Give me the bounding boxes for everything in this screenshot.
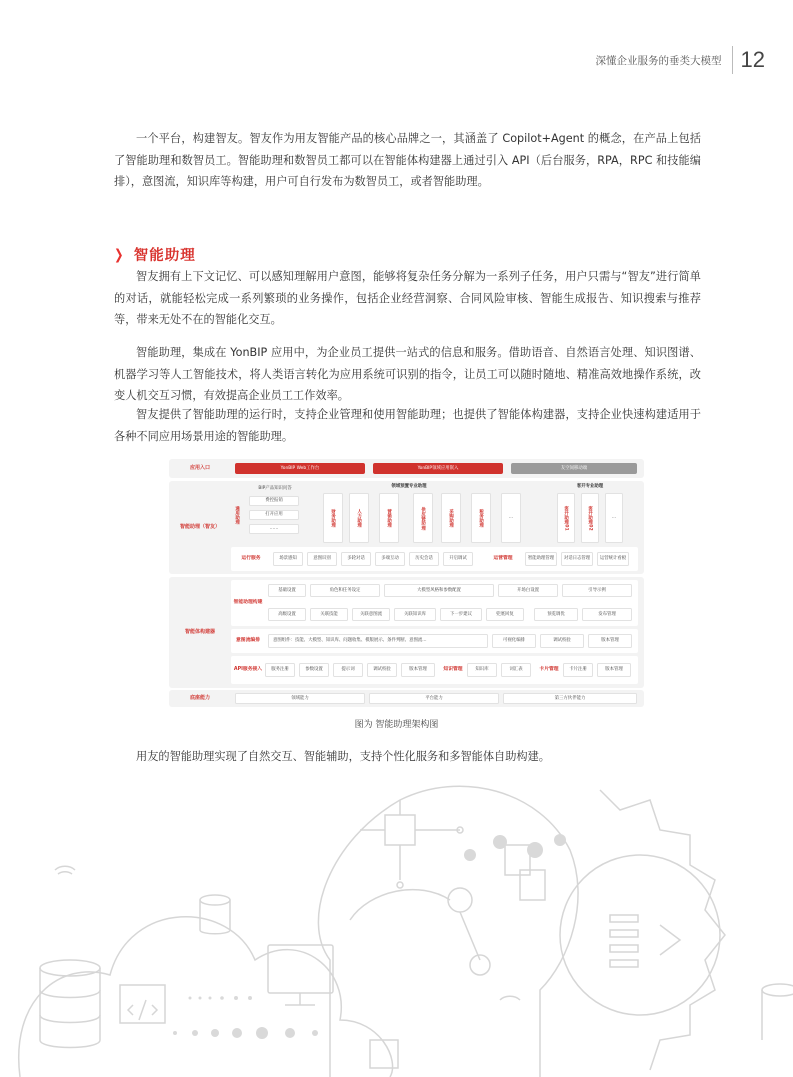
builder-label: 智能体构建器 (184, 628, 215, 635)
runtime-item-4: 多端互动 (375, 552, 405, 566)
build-row1-item-1: 基础设置 (268, 584, 306, 597)
entry-item-web: YonBIP Web工作台 (235, 463, 365, 474)
intent-visual: 可视化编排 (492, 634, 536, 648)
base-item-1: 领域能力 (235, 693, 365, 704)
entry-label: 应用入口 (189, 464, 210, 471)
runtime-label: 运行服务 (241, 556, 261, 562)
intent-debug: 调试校验 (540, 634, 584, 648)
domain-item-purchase: 采购助理 (441, 493, 461, 543)
assistant-label: 智能助理（智友） (179, 523, 220, 530)
domain-item-more: … (501, 493, 521, 543)
entry-item-mobile: 友空间移动端 (511, 463, 637, 474)
card-label: 卡片管理 (539, 667, 559, 673)
api-item-3: 提示词 (333, 663, 363, 677)
intro-paragraph: 一个平台，构建智友。智友作为用友智能产品的核心品牌之一，其涵盖了 Copilot+Agent 的概念，在产品上包括了智能助理和数智员工。智能助理和数智员工都可以在智能体构建器上通过引入 API（后台服务，RPA，RPC 和技能编排），意图流，知识库等构建，用户可自行发布为数智员工，或者智能助理。 (114, 132, 701, 188)
build-label: 智能助理构建 (233, 600, 263, 606)
general-item-4: …… (249, 524, 299, 534)
api-item-5: 版本管理 (401, 663, 435, 677)
runtime-item-3: 多轮对话 (341, 552, 371, 566)
kb-item-2: 词汇表 (501, 663, 531, 677)
base-item-3: 第三方伙伴能力 (503, 693, 637, 704)
build-row1-item-4: 开场白设置 (498, 584, 558, 597)
ops-item-1: 智能助理管理 (525, 552, 557, 566)
domain-item-hr: 人力助理 (349, 493, 369, 543)
tenant-header: 客开专业助理 (576, 483, 604, 489)
gear-inner-circle (560, 855, 720, 1015)
build-row2-item-8: 发布管理 (582, 608, 632, 621)
runtime-item-2: 意图识别 (307, 552, 337, 566)
bottom-chip-icon (370, 1040, 398, 1068)
section-heading (113, 244, 196, 265)
section-title: 智能助理 (133, 248, 196, 264)
tenant-item-more: … (605, 493, 623, 543)
base-label: 底座能力 (189, 694, 210, 701)
card-item-1: 卡片注册 (563, 663, 593, 677)
api-item-4: 调试校验 (367, 663, 397, 677)
header-title: 深懂企业服务的垂类大模型 (595, 54, 722, 67)
domain-item-supply: 供应链助理 (413, 493, 433, 543)
build-row2-item-7: 预览调优 (534, 608, 578, 621)
api-item-2: 参数设置 (299, 663, 329, 677)
wifi-icon (55, 866, 75, 874)
domain-item-tax: 税务助理 (471, 493, 491, 543)
tenant-item-01: 客开助理01 (557, 493, 575, 543)
general-assistant-label: 通用助理 (234, 505, 240, 525)
section-paragraph-3: 智友提供了智能助理的运行时，支持企业管理和使用智能助理；也提供了智能体构建器，支持企业快速构建适用于各种不同应用场景用途的智能助理。 (114, 408, 701, 443)
api-item-1: 服务注册 (265, 663, 295, 677)
general-item-2: 费控报销 (249, 496, 299, 506)
code-window-icon (120, 985, 165, 1023)
database-icon (40, 960, 100, 976)
build-row1-item-3: 大模型风格和参数配置 (384, 584, 494, 597)
build-row1-item-5: 引导示例 (562, 584, 632, 597)
build-row2-item-3: 关联意图流 (352, 608, 390, 621)
kb-item-1: 知识库 (467, 663, 497, 677)
header-divider (732, 46, 733, 74)
build-row1-item-2: 角色和任务设定 (310, 584, 380, 597)
general-item-1: BIP产品知识问答 (258, 485, 292, 491)
domain-item-finance: 财务助理 (323, 493, 343, 543)
build-row2-item-2: 关联技能 (310, 608, 348, 621)
intent-label: 意图流编排 (236, 638, 260, 644)
page-header (596, 46, 765, 74)
general-item-3: 打开应用 (249, 510, 299, 520)
kb-label: 知识管理 (443, 667, 463, 673)
build-row2-item-6: 兜底回复 (486, 608, 524, 621)
ops-item-3: 运营统计看板 (597, 552, 629, 566)
ops-item-2: 对话日志管理 (561, 552, 593, 566)
tenant-item-02: 客开助理02 (581, 493, 599, 543)
entry-item-domain: YonBIP领域应用嵌入 (373, 463, 503, 474)
api-label: API服务接入 (233, 667, 263, 673)
chevron-right-icon: ❯ (114, 246, 124, 263)
chip-icon (385, 815, 415, 845)
runtime-item-5: 历史会话 (409, 552, 439, 566)
monitor-icon (268, 945, 333, 993)
build-row2-item-5: 下一步建议 (440, 608, 482, 621)
figure-caption: 图为 智能助理架构图 (354, 720, 439, 730)
ai-robot-illustration (0, 770, 793, 1077)
page-number: 12 (740, 47, 765, 72)
ops-label: 运营管理 (493, 556, 513, 562)
section-paragraph-2: 智能助理，集成在 YonBIP 应用中，为企业员工提供一站式的信息和服务。借助语音、自然语言处理、知识图谱、机器学习等人工智能技术，将人类语言转化为应用系统可识别的指令，让员工可以随时随地、精准高效地操作系统，改变人机交互习惯，有效提高企业员工工作效率。 (114, 346, 701, 402)
build-row2-item-1: 高级设置 (268, 608, 306, 621)
domain-header: 领域预置专业助理 (391, 483, 427, 489)
base-item-2: 平台能力 (369, 693, 499, 704)
final-paragraph: 用友的智能助理实现了自然交互、智能辅助，支持个性化服务和多智能体自助构建。 (136, 750, 550, 763)
section-paragraph-1: 智友拥有上下文记忆、可以感知理解用户意图，能够将复杂任务分解为一系列子任务，用户只需与“智友”进行简单的对话，就能轻松完成一系列繁琐的业务操作，包括企业经营洞察、合同风险审核、智能生成报告、知识搜索与推荐等，带来无处不在的智能化交互。 (114, 270, 701, 326)
intent-version: 版本管理 (588, 634, 632, 648)
architecture-diagram (169, 459, 644, 708)
joint-icon (448, 888, 472, 912)
build-row2-item-4: 关联知识库 (394, 608, 436, 621)
runtime-item-1: 场景感知 (273, 552, 303, 566)
runtime-item-6: 开启调试 (443, 552, 473, 566)
domain-item-marketing: 营销助理 (379, 493, 399, 543)
card-item-2: 版本管理 (597, 663, 631, 677)
intent-components: 意图组件：技能、大模型、知识库、问题收集、模版展示、条件判断、意图流... (268, 634, 488, 648)
